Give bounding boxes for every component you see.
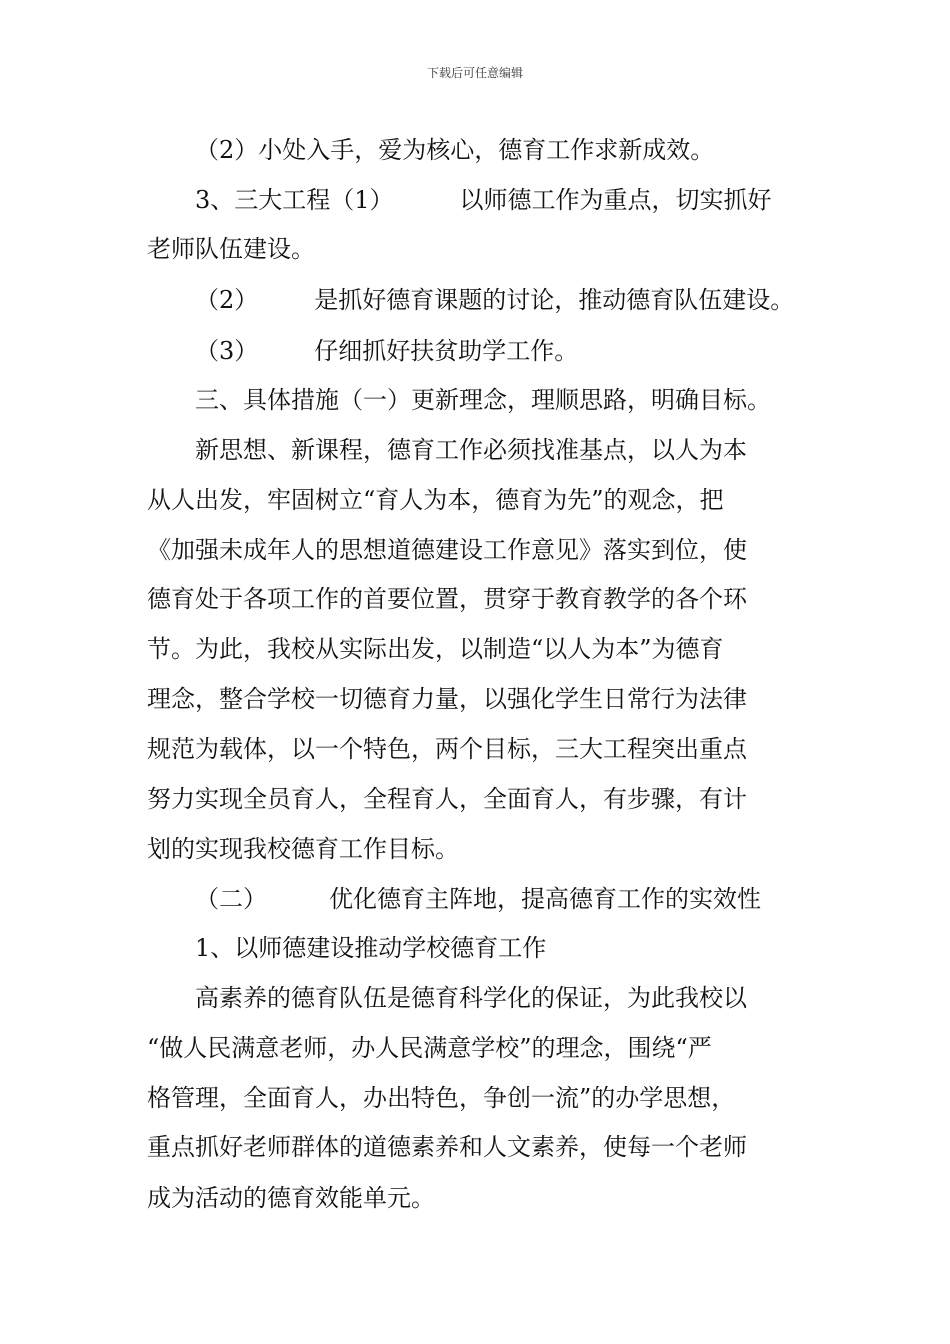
text-line: 老师队伍建设。 xyxy=(147,235,315,263)
text-line: 理念，整合学校一切德育力量，以强化学生日常行为法律 xyxy=(147,685,747,713)
text-line: 划的实现我校德育工作目标。 xyxy=(147,835,459,863)
text-line: 努力实现全员育人，全程育人，全面育人，有步骤，有计 xyxy=(147,785,747,813)
item-label: （二） xyxy=(195,885,267,913)
text-line: 《加强未成年人的思想道德建设工作意见》落实到位，使 xyxy=(147,536,747,564)
text-line: 高素养的德育队伍是德育科学化的保证，为此我校以 xyxy=(195,984,747,1012)
text-line: 从人出发，牢固树立“育人为本，德育为先”的观念，把 xyxy=(147,486,724,514)
item-text: 优化德育主阵地，提高德育工作的实效性 xyxy=(329,885,761,913)
text-line: 节。为此，我校从实际出发，以制造“以人为本”为德育 xyxy=(147,635,724,663)
item-text: 是抓好德育课题的讨论，推动德育队伍建设。 xyxy=(314,286,795,314)
text-line: 规范为载体，以一个特色，两个目标，三大工程突出重点 xyxy=(147,735,747,763)
text-line: 新思想、新课程，德育工作必须找准基点，以人为本 xyxy=(195,436,747,464)
text-line: 成为活动的德育效能单元。 xyxy=(147,1184,435,1212)
text-line: “做人民满意老师，办人民满意学校”的理念，围绕“严 xyxy=(147,1034,712,1062)
item-text: 仔细抓好扶贫助学工作。 xyxy=(314,337,579,365)
item-label: （2） xyxy=(195,286,259,314)
text-line: 德育处于各项工作的首要位置，贯穿于教育教学的各个环 xyxy=(147,585,747,613)
text-line xyxy=(195,285,865,315)
section-heading: 三、具体措施（一）更新理念，理顺思路，明确目标。 xyxy=(195,386,771,414)
text-line: （2）小处入手，爱为核心，德育工作求新成效。 xyxy=(195,136,715,164)
text-line xyxy=(195,185,865,215)
item-label: 3、三大工程（1） xyxy=(195,186,394,214)
text-line: 重点抓好老师群体的道德素养和人文素养，使每一个老师 xyxy=(147,1133,747,1161)
subsection-heading: 1、以师德建设推动学校德育工作 xyxy=(195,934,547,962)
item-label: （3） xyxy=(195,337,259,365)
text-line xyxy=(195,336,865,366)
subsection-heading xyxy=(195,884,865,914)
text-line: 格管理，全面育人，办出特色，争创一流”的办学思想， xyxy=(147,1084,736,1112)
item-text: 以师德工作为重点，切实抓好 xyxy=(459,186,772,214)
page-header-note: 下载后可任意编辑 xyxy=(426,66,523,80)
